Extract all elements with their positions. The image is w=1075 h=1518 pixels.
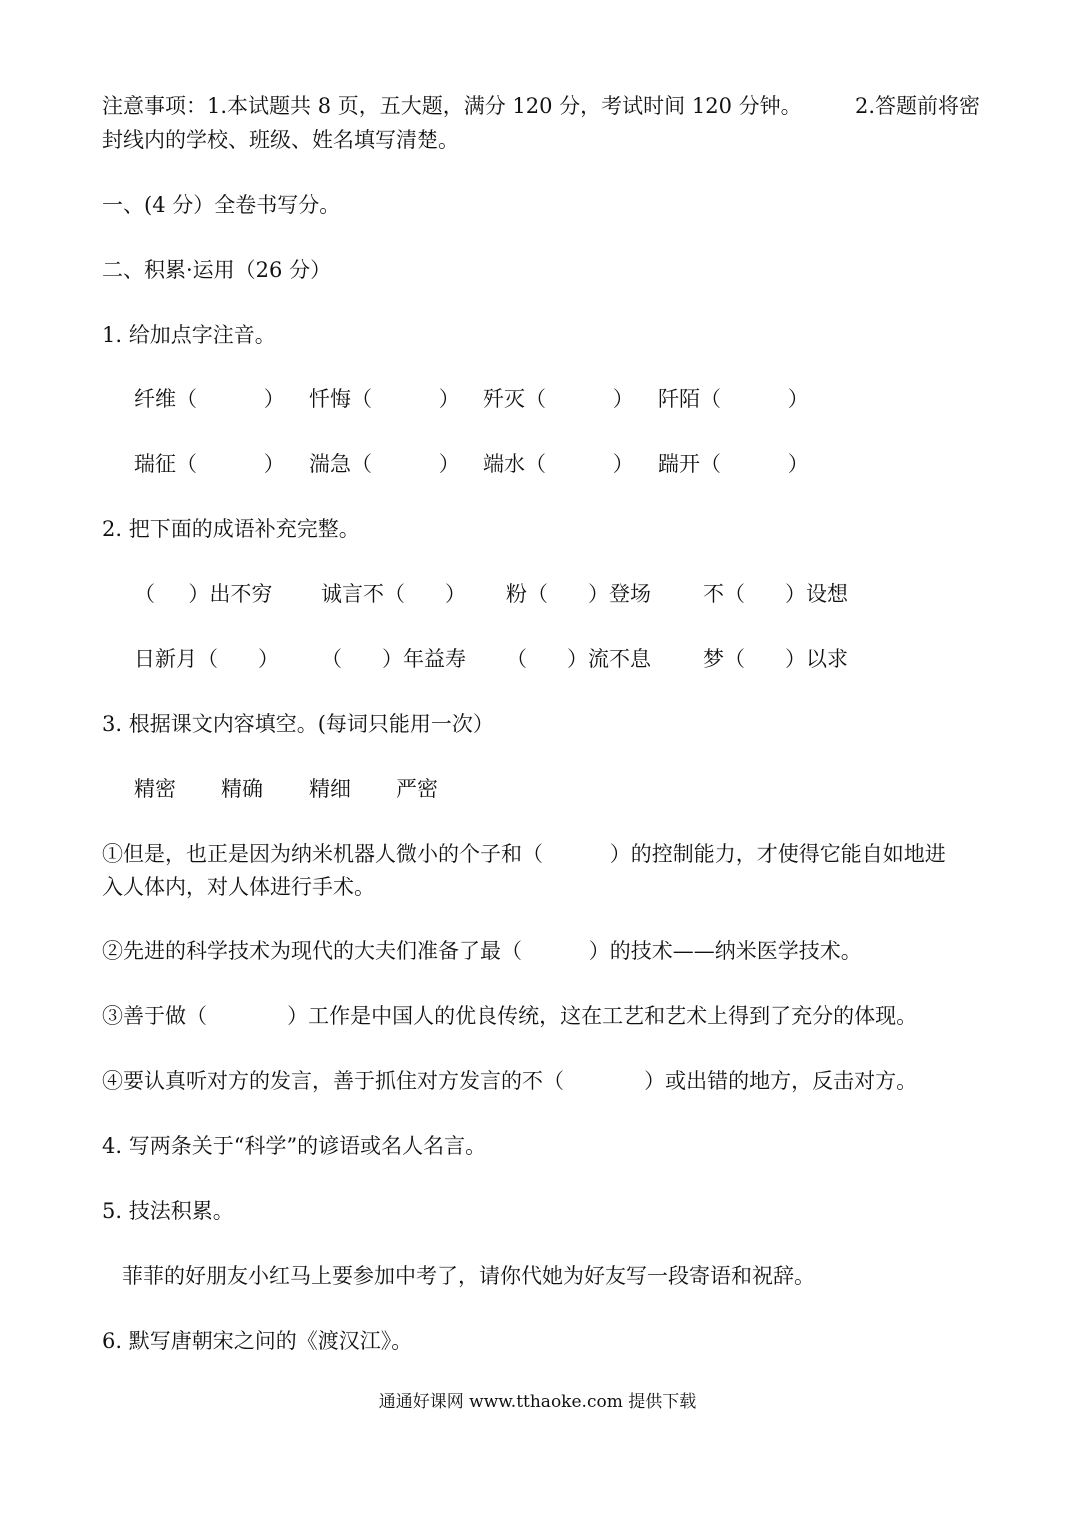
question-2-title: 2. 把下面的成语补充完整。	[102, 517, 360, 541]
pinyin-item: 歼灭（ ）	[483, 387, 634, 411]
pinyin-item: 端水（ ）	[483, 452, 634, 476]
notice-line-2: 封线内的学校、班级、姓名填写清楚。	[102, 128, 459, 152]
idiom-item: 粉（ ）登场	[506, 582, 652, 606]
question-6: 6. 默写唐朝宋之问的《渡汉江》。	[102, 1329, 413, 1353]
page-footer: 通通好课网 www.tthaoke.com 提供下载	[378, 1392, 697, 1412]
fill-sentence-1a: ①但是，也正是因为纳米机器人微小的个子和（ ）的控制能力，才使得它能自如地进	[102, 842, 946, 866]
fill-sentence-3: ③善于做（ ）工作是中国人的优良传统，这在工艺和艺术上得到了充分的体现。	[102, 1004, 918, 1028]
word-bank-item: 精确	[221, 777, 263, 801]
pinyin-item: 阡陌（ ）	[658, 387, 809, 411]
notice-line-1: 注意事项：1.本试题共 8 页，五大题，满分 120 分，考试时间 120 分钟。 2.答题前将密	[102, 94, 981, 118]
fill-sentence-1b: 入人体内，对人体进行手术。	[102, 875, 375, 899]
word-bank-item: 严密	[396, 777, 438, 801]
question-2-row-1	[134, 580, 849, 608]
fill-sentence-2: ②先进的科学技术为现代的大夫们准备了最（ ）的技术——纳米医学技术。	[102, 939, 862, 963]
section-1-heading: 一、(4 分）全卷书写分。	[102, 193, 341, 217]
pinyin-item: 湍急（ ）	[309, 452, 460, 476]
question-5-body: 菲菲的好朋友小红马上要参加中考了，请你代她为好友写一段寄语和祝辞。	[122, 1264, 815, 1288]
word-bank	[134, 775, 438, 803]
idiom-item: 诚言不（ ）	[321, 582, 467, 606]
idiom-item: （ ）年益寿	[321, 647, 467, 671]
question-4: 4. 写两条关于“科学”的谚语或名人名言。	[102, 1134, 487, 1158]
idiom-item: 不（ ）设想	[703, 582, 849, 606]
idiom-item: （ ）出不穷	[134, 582, 273, 606]
pinyin-item: 纤维（ ）	[134, 387, 285, 411]
section-2-heading: 二、积累·运用（26 分）	[102, 258, 332, 282]
question-1-row-2	[134, 450, 809, 478]
question-2-row-2	[134, 645, 849, 673]
question-1-row-1	[134, 385, 809, 413]
fill-sentence-4: ④要认真听对方的发言，善于抓住对方发言的不（ ）或出错的地方，反击对方。	[102, 1069, 918, 1093]
idiom-item: 梦（ ）以求	[703, 647, 849, 671]
idiom-item: 日新月（ ）	[134, 647, 280, 671]
pinyin-item: 瑞征（ ）	[134, 452, 285, 476]
idiom-item: （ ）流不息	[506, 647, 652, 671]
word-bank-item: 精密	[134, 777, 176, 801]
pinyin-item: 忏悔（ ）	[309, 387, 460, 411]
question-1-title: 1. 给加点字注音。	[102, 323, 276, 347]
pinyin-item: 踹开（ ）	[658, 452, 809, 476]
word-bank-item: 精细	[309, 777, 351, 801]
question-3-title: 3. 根据课文内容填空。(每词只能用一次）	[102, 712, 494, 736]
question-5-title: 5. 技法积累。	[102, 1199, 234, 1223]
